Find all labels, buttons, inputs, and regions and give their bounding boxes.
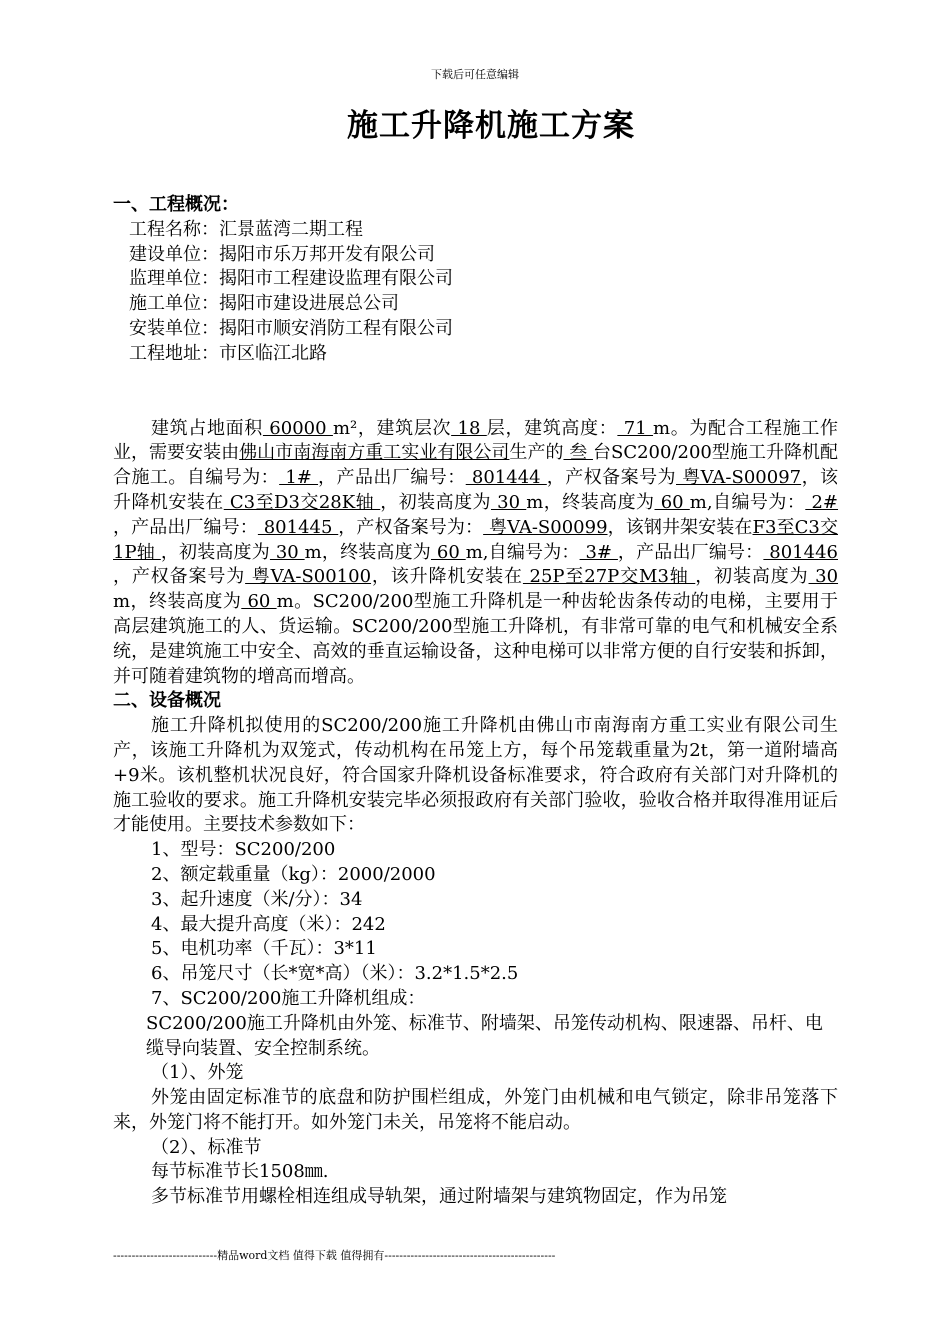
overview-paragraph: 建筑占地面积 60000 m²，建筑层次 18 层，建筑高度： 71 m。为配合工程施工作业，需要安装由佛山市南海南方重工实业有限公司生产的 叁 台SC200/200型施工升降机配合施工。自编号为： 1# ，产品出厂编号： 801444 ，产权备案号为 粤VA-S00097，该升降机安装在 C3至D3交28K轴 ，初装高度为 30 m，终装高度为 60 m,自编号为： 2# ，产品出厂编号： 801445 ，产权备案号为： 粤VA-S00099，该钢井架安装在F3至C3交1P轴 ，初装高度为 30 m，终装高度为 60 m,自编号为： 3# ，产品出厂编号： 801446 ，产权备案号为 粤VA-S00100，该升降机安装在 25P至27P交M3轴 ，初装高度为 30 m，终装高度为 60 m。SC200/200型施工升降机是一种齿轮齿条传动的电梯，主要用于高层建筑施工的人、货运输。SC200/200型施工升降机，有非常可靠的电气和机械安全系统，是建筑施工中安全、高效的垂直运输设备，这种电梯可以非常方便的自行安装和拆卸，并可随着建筑物的增高而增高。	[113, 417, 839, 687]
standard-section-text: 多节标准节用螺栓相连组成导轨架，通过附墙架与建筑物固定，作为吊笼	[151, 1186, 727, 1208]
param-item: 5、电机功率（千瓦）：3*11	[151, 938, 377, 960]
outer-cage-title: （1）、外笼	[151, 1062, 244, 1084]
param-item: 1、型号：SC200/200	[151, 839, 336, 861]
param-item: 6、吊笼尺寸（长*宽*高）（米）：3.2*1.5*2.5	[151, 963, 519, 985]
project-address: 工程地址：市区临江北路	[129, 342, 327, 364]
construction-unit: 施工单位：揭阳市建设进展总公司	[129, 293, 399, 315]
installation-unit: 安装单位：揭阳市顺安消防工程有限公司	[129, 317, 453, 339]
param-item: 4、最大提升高度（米）：242	[151, 913, 386, 935]
page-header: 下载后可任意编辑	[431, 68, 519, 81]
outer-cage-text: 外笼由固定标准节的底盘和防护围栏组成，外笼门由机械和电气锁定，除非吊笼落下来，外笼门将不能打开。如外笼门未关，吊笼将不能启动。	[113, 1087, 838, 1133]
project-name: 工程名称：汇景蓝湾二期工程	[129, 218, 363, 240]
page-footer: ----------------------------精品word文档 值得下载 值得拥有----------------------------------------------	[113, 1249, 556, 1262]
supervision-unit: 监理单位：揭阳市工程建设监理有限公司	[129, 268, 453, 290]
param-item: 2、额定载重量（kg）：2000/2000	[151, 863, 436, 885]
document-body	[113, 193, 838, 1210]
section-heading-overview: 一、工程概况：	[113, 194, 239, 215]
param-item: 3、起升速度（米/分）：34	[151, 888, 363, 910]
standard-section-length: 每节标准节长1508㎜.	[151, 1161, 329, 1183]
param-item: 7、SC200/200施工升降机组成：	[151, 987, 426, 1009]
composition-text: SC200/200施工升降机由外笼、标准节、附墙架、吊笼传动机构、限速器、吊杆、电缆导向装置、安全控制系统。	[146, 1012, 823, 1059]
section-heading-equipment: 二、设备概况	[113, 690, 221, 712]
document-title: 施工升降机施工方案	[347, 108, 635, 144]
standard-section-title: （2）、标准节	[151, 1136, 262, 1158]
client-unit: 建设单位：揭阳市乐万邦开发有限公司	[129, 243, 435, 265]
equipment-paragraph: 施工升降机拟使用的SC200/200施工升降机由佛山市南海南方重工实业有限公司生产，该施工升降机为双笼式，传动机构在吊笼上方，每个吊笼载重量为2t，第一道附墙高+9米。该机整机状况良好，符合国家升降机设备标准要求，符合政府有关部门对升降机的施工验收的要求。施工升降机安装完毕必须报政府有关部门验收，验收合格并取得准用证后才能使用。主要技术参数如下：	[113, 715, 838, 836]
